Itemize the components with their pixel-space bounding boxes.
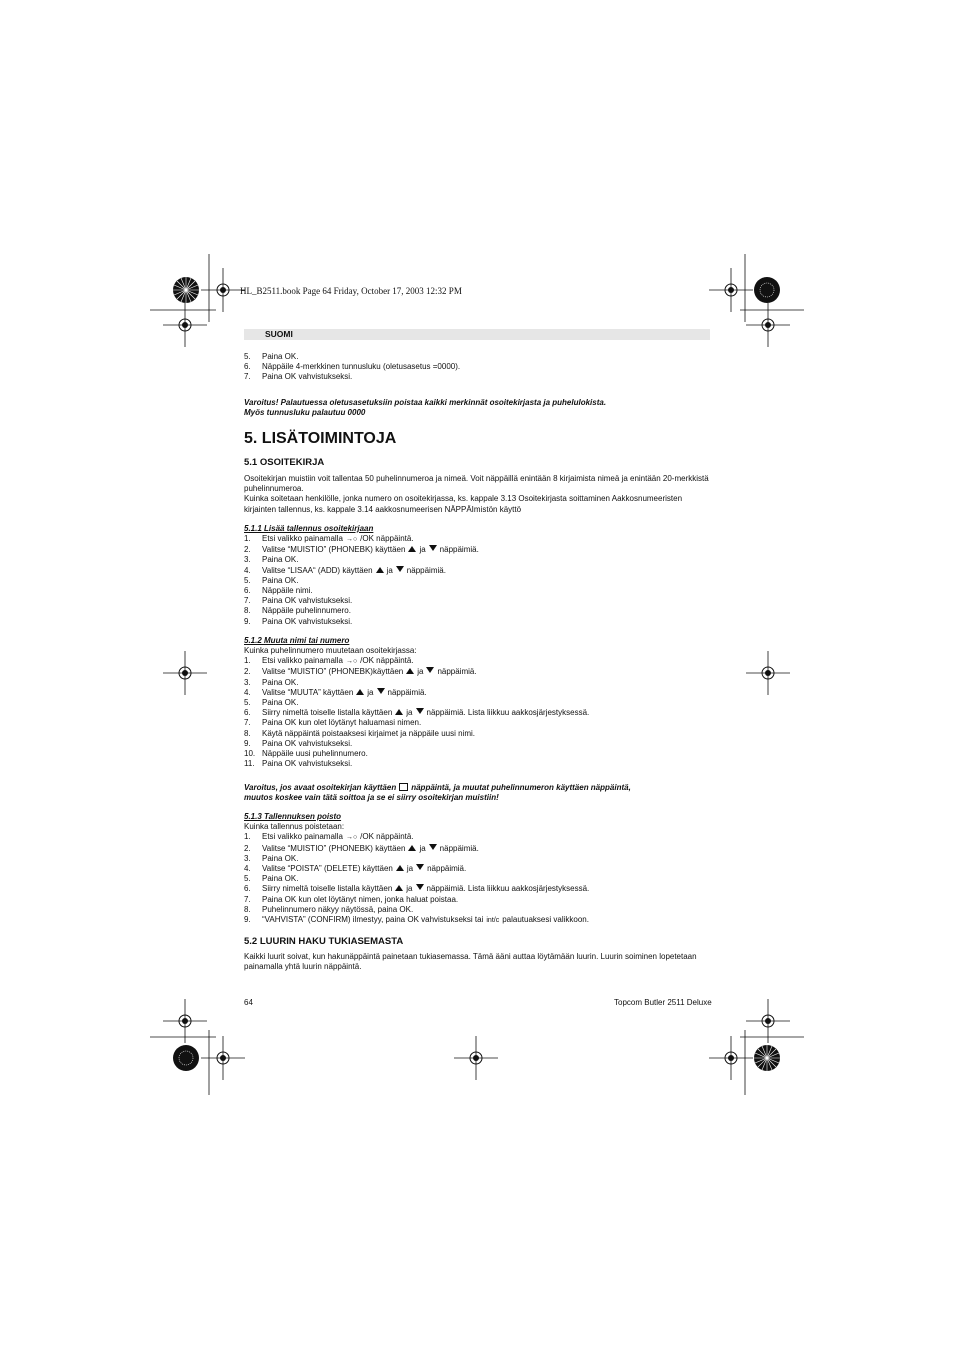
- section-title-5-2: 5.2 LUURIN HAKU TUKIASEMASTA: [244, 936, 404, 948]
- up-arrow-icon: [408, 546, 416, 552]
- language-label: SUOMI: [265, 329, 293, 339]
- subsection-intro: Kuinka puhelinnumero muutetaan osoitekirjassa:: [244, 646, 417, 656]
- list-item: 5. Paina OK.: [244, 698, 299, 708]
- list-item: 1. Etsi valikko painamalla →○ /OK näppäintä.: [244, 832, 714, 843]
- list-item: 7. Paina OK kun olet löytänyt haluamasi nimen.: [244, 718, 422, 728]
- menu-key-icon: →○: [345, 658, 358, 666]
- menu-key-icon: →○: [345, 834, 358, 842]
- subsection-intro: Kuinka tallennus poistetaan:: [244, 822, 345, 832]
- int-c-key-icon: int/c: [486, 916, 500, 924]
- section-title-5-1: 5.1 OSOITEKIRJA: [244, 457, 325, 469]
- up-arrow-icon: [406, 668, 414, 674]
- subsection-title-5-1-2: 5.1.2 Muuta nimi tai numero: [244, 635, 350, 645]
- file-header: HL_B2511.book Page 64 Friday, October 17, 2003 12:32 PM: [240, 286, 462, 296]
- list-item: 7. Paina OK kun olet löytänyt nimen, jonka haluat poistaa.: [244, 894, 459, 904]
- up-arrow-icon: [408, 845, 416, 851]
- section-5-1-paragraph-2: Kuinka soitetaan henkilölle, jonka numero on osoitekirjassa, ks. kappale 3.13 Osoitekirjasta soittaminen Aakkosnumeeristen kirjainten tallennus, ks. kappale 3.14 aakkosnumeerisen NÄPPÄImistön käyttö: [244, 494, 683, 514]
- list-item: 8. Käytä näppäintä poistaaksesi kirjaimet ja näppäile uusi nimi.: [244, 728, 476, 738]
- list-item: 4. Valitse “MUUTA” käyttäen ja näppäimiä.: [244, 687, 427, 697]
- list-item: 8. Puhelinnumero näkyy näytössä, paina OK.: [244, 904, 414, 914]
- list-item: 4. Valitse “LISAA“ (ADD) käyttäen ja näppäimiä.: [244, 565, 446, 575]
- down-arrow-icon: [396, 566, 404, 572]
- down-arrow-icon: [429, 844, 437, 850]
- down-arrow-icon: [426, 667, 434, 673]
- down-arrow-icon: [416, 864, 424, 870]
- chapter-title: 5. LISÄTOIMINTOJA: [244, 430, 397, 448]
- list-item: 5. Paina OK.: [244, 575, 299, 585]
- list-item: 9. “VAHVISTA” (CONFIRM) ilmestyy, paina OK vahvistukseksi tai int/c palautuaksesi valikkoon.: [244, 915, 714, 926]
- down-arrow-icon: [416, 708, 424, 714]
- up-arrow-icon: [376, 567, 384, 573]
- list-item: 3. Paina OK.: [244, 677, 299, 687]
- down-arrow-icon: [429, 545, 437, 551]
- up-arrow-icon: [395, 709, 403, 715]
- list-item: 8. Näppäile puhelinnumero.: [244, 606, 351, 616]
- section-5-1-paragraph: Osoitekirjan muistiin voit tallentaa 50 puhelinnumeroa ja nimeä. Voit näppäillä enintään 8 kirjaimista nimeä ja enintään 20-merkkistä puhelinnumeroa.: [244, 474, 709, 494]
- warning-phonebook: Varoitus, jos avaat osoitekirjan käyttäen näppäintä, ja muutat puhelinnumeron käyttäen näppäintä, muutos koskee vain tätä soittoa ja se ei siirry osoitekirjan muistiin!: [244, 782, 631, 802]
- list-item: 10. Näppäile uusi puhelinnumero.: [244, 749, 368, 759]
- language-band: [244, 329, 710, 340]
- subsection-title-5-1-1: 5.1.1 Lisää tallennus osoitekirjaan: [244, 523, 374, 533]
- subsection-title-5-1-3: 5.1.3 Tallennuksen poisto: [244, 811, 342, 821]
- list-item: 5. Paina OK.: [244, 352, 299, 361]
- list-item: 9. Paina OK vahvistukseksi.: [244, 616, 353, 626]
- list-item: 3. Paina OK.: [244, 853, 299, 863]
- down-arrow-icon: [377, 688, 385, 694]
- list-item: 4. Valitse “POISTA” (DELETE) käyttäen ja näppäimiä.: [244, 863, 467, 873]
- list-item: 2. Valitse “MUISTIO” (PHONEBK) käyttäen ja näppäimiä.: [244, 545, 479, 555]
- list-item: 2. Valitse “MUISTIO” (PHONEBK) käyttäen ja näppäimiä.: [244, 843, 479, 853]
- list-item: 6. Näppäile 4-merkkinen tunnusluku (oletusasetus =0000).: [244, 362, 461, 372]
- page-content: [244, 352, 714, 973]
- list-item: 6. Siirry nimeltä toiselle listalla käyttäen ja näppäimiä. Lista liikkuu aakkosjärjestyksessä.: [244, 884, 590, 894]
- up-arrow-icon: [396, 865, 404, 871]
- list-item: 6. Siirry nimeltä toiselle listalla käyttäen ja näppäimiä. Lista liikkuu aakkosjärjestyksessä.: [244, 708, 590, 718]
- page-number: 64: [244, 998, 253, 1007]
- warning-reset: Varoitus! Palautuessa oletusasetuksiin poistaa kaikki merkinnät osoitekirjasta ja puhelulokista. Myös tunnusluku palautuu 0000: [244, 397, 607, 417]
- list-item: 11. Paina OK vahvistukseksi.: [244, 759, 353, 769]
- section-5-2-paragraph: Kaikki luurit soivat, kun hakunäppäintä painetaan tukiasemassa. Tämä ääni auttaa löytämään luurin. Luurin soiminen lopetetaan painamalla yhtä luurin näppäintä.: [244, 952, 697, 972]
- product-name: Topcom Butler 2511 Deluxe: [614, 998, 712, 1007]
- list-item: 1. Etsi valikko painamalla →○ /OK näppäintä.: [244, 656, 714, 667]
- list-item: 2. Valitse “MUISTIO” (PHONEBK)käyttäen ja näppäimiä.: [244, 667, 477, 677]
- up-arrow-icon: [356, 689, 364, 695]
- phonebook-icon: [399, 783, 408, 791]
- list-item: 7. Paina OK vahvistukseksi.: [244, 372, 353, 382]
- list-item: 6. Näppäile nimi.: [244, 586, 313, 596]
- up-arrow-icon: [395, 885, 403, 891]
- menu-key-icon: →○: [345, 536, 358, 544]
- list-item: 7. Paina OK vahvistukseksi.: [244, 596, 353, 606]
- list-item: 5. Paina OK.: [244, 874, 299, 884]
- down-arrow-icon: [416, 884, 424, 890]
- list-item: 1. Etsi valikko painamalla →○ /OK näppäintä.: [244, 534, 714, 545]
- list-item: 3. Paina OK.: [244, 555, 299, 565]
- list-item: 9. Paina OK vahvistukseksi.: [244, 738, 353, 748]
